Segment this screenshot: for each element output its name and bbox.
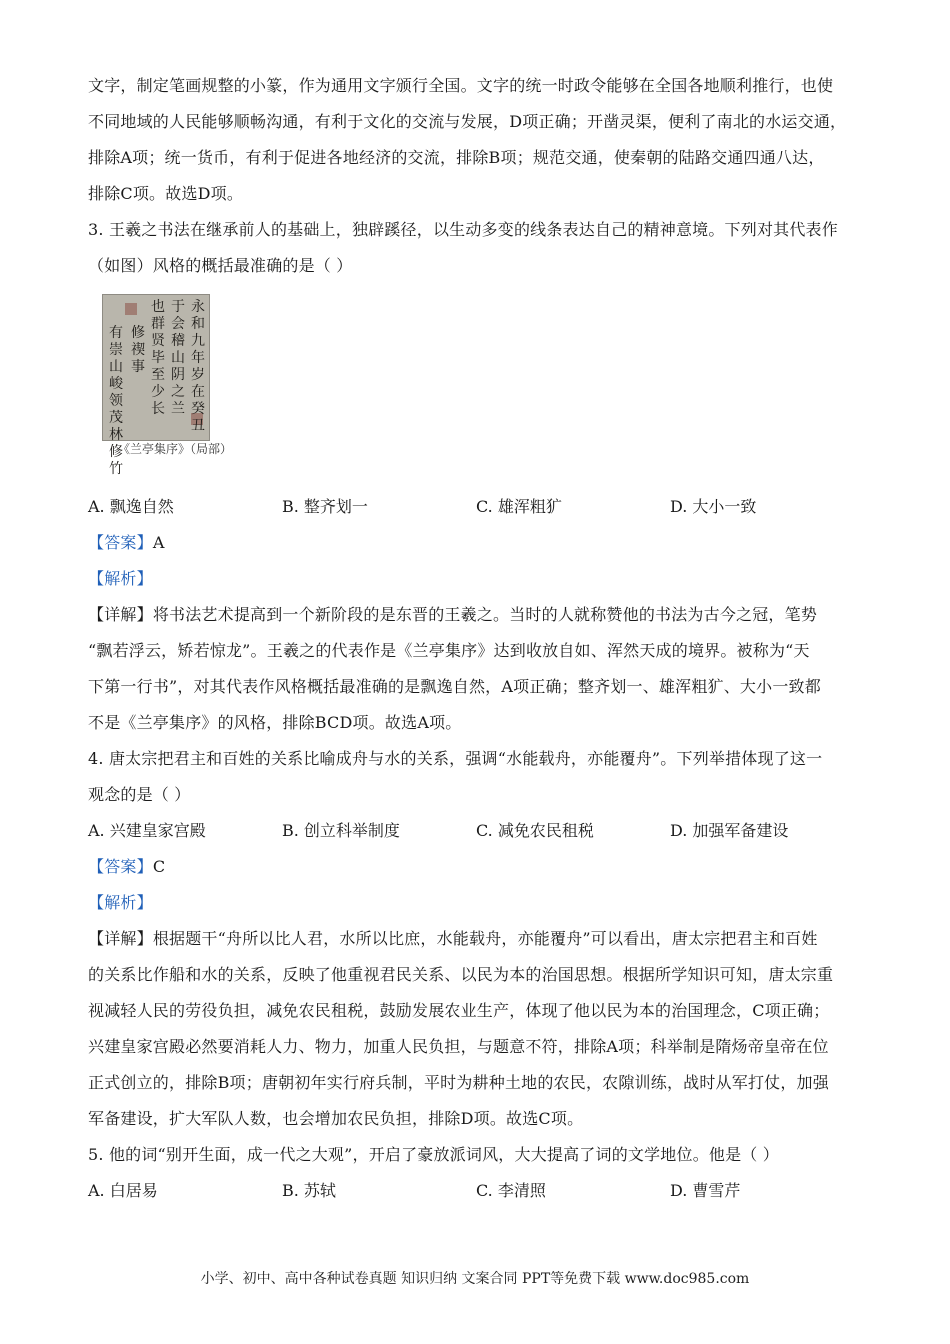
question-3 (88, 212, 868, 741)
analysis-tag: 【解析】 (88, 893, 153, 912)
calligraphy-column: 有崇山峻领茂林修竹 (109, 325, 123, 477)
question-5 (88, 1137, 868, 1209)
detail-line: “飘若浮云，矫若惊龙”。王羲之的代表作是《兰亭集序》达到收放自如、浑然天成的境界。被称为“天 (88, 641, 810, 660)
option-c: C. 减免农民租税 (476, 821, 594, 840)
document-page (88, 68, 868, 1209)
answer-value: C (152, 857, 166, 876)
detail-line: 兴建皇家宫殿必然要消耗人力、物力，加重人民负担，与题意不符，排除A项；科举制是隋炀帝皇帝在位 (88, 1037, 829, 1056)
detail-line (88, 597, 868, 633)
answer-tag: 【答案】 (88, 533, 153, 552)
detail-tag: 【详解】 (88, 929, 153, 948)
seal-stamp (125, 303, 137, 315)
option-b: B. 创立科举制度 (282, 821, 400, 840)
intro-paragraph (88, 68, 868, 212)
answer-line (88, 525, 868, 561)
calligraphy-figure (88, 290, 248, 475)
option-d: D. 加强军备建设 (670, 821, 789, 840)
analysis-line (88, 885, 868, 921)
calligraphy-column: 于会稽山阴之兰 (171, 299, 185, 417)
detail-line: 正式创立的，排除B项；唐朝初年实行府兵制，平时为耕种土地的农民，农隙训练，战时从军打仗，加强 (88, 1073, 829, 1092)
option-a: A. 飘逸自然 (88, 497, 174, 516)
detail-tag: 【详解】 (88, 605, 153, 624)
figure-caption: 《兰亭集序》（局部） (118, 442, 233, 456)
question-stem: （如图）风格的概括最准确的是（ ） (88, 256, 353, 275)
option-b: B. 整齐划一 (282, 497, 368, 516)
calligraphy-column: 修禊事 (131, 325, 145, 375)
question-stem: 观念的是（ ） (88, 785, 191, 804)
intro-line: 排除A项；统一货币，有利于促进各地经济的交流，排除B项；规范交通，使秦朝的陆路交通四通八达， (88, 148, 825, 167)
detail-line (88, 921, 868, 957)
option-c: C. 雄浑粗犷 (476, 497, 562, 516)
calligraphy-column: 永和九年岁在癸丑 (191, 299, 205, 434)
question-stem: 3. 王羲之书法在继承前人的基础上，独辟蹊径，以生动多变的线条表达自己的精神意境。下列对其代表作 (88, 220, 838, 239)
detail-line: 视减轻人民的劳役负担，减免农民租税，鼓励发展农业生产，体现了他以民为本的治国理念，C项正确； (88, 1001, 830, 1020)
detail-line: 的关系比作船和水的关系，反映了他重视君民关系、以民为本的治国思想。根据所学知识可知，唐太宗重 (88, 965, 834, 984)
page-footer: 小学、初中、高中各种试卷真题 知识归纳 文案合同 PPT等免费下载 www.doc985.com (200, 1271, 750, 1287)
analysis-line (88, 561, 868, 597)
detail-text: 根据题干“舟所以比人君，水所以比庶，水能载舟，亦能覆舟”可以看出，唐太宗把君主和百姓 (152, 929, 818, 948)
option-c: C. 李清照 (476, 1181, 546, 1200)
intro-line: 排除C项。故选D项。 (88, 184, 244, 203)
answer-tag: 【答案】 (88, 857, 153, 876)
option-a: A. 白居易 (88, 1181, 158, 1200)
answer-line (88, 849, 868, 885)
option-a: A. 兴建皇家宫殿 (88, 821, 206, 840)
option-b: B. 苏轼 (282, 1181, 336, 1200)
intro-line: 不同地域的人民能够顺畅沟通，有利于文化的交流与发展，D项正确；开凿灵渠，便利了南北的水运交通， (88, 112, 847, 131)
detail-line: 军备建设，扩大军队人数，也会增加农民负担，排除D项。故选C项。 (88, 1109, 584, 1128)
detail-line: 不是《兰亭集序》的风格，排除BCD项。故选A项。 (88, 713, 462, 732)
question-stem: 5. 他的词“别开生面，成一代之大观”，开启了豪放派词风，大大提高了词的文学地位。他是（ ） (88, 1145, 779, 1164)
answer-options (88, 1173, 868, 1209)
calligraphy-column: 也群贤毕至少长 (151, 299, 165, 417)
option-d: D. 大小一致 (670, 497, 757, 516)
answer-value: A (152, 533, 165, 552)
option-d: D. 曹雪芹 (670, 1181, 741, 1200)
question-stem: 4. 唐太宗把君主和百姓的关系比喻成舟与水的关系，强调“水能载舟，亦能覆舟”。下列举措体现了这一 (88, 749, 823, 768)
intro-line: 文字，制定笔画规整的小篆，作为通用文字颁行全国。文字的统一时政令能够在全国各地顺利推行，也使 (88, 76, 834, 95)
detail-text: 将书法艺术提高到一个新阶段的是东晋的王羲之。当时的人就称赞他的书法为古今之冠，笔势 (152, 605, 818, 624)
detail-line: 下第一行书”，对其代表作风格概括最准确的是飘逸自然，A项正确；整齐划一、雄浑粗犷、大小一致都 (88, 677, 821, 696)
answer-options (88, 813, 868, 849)
question-4 (88, 741, 868, 1137)
answer-options (88, 489, 868, 525)
analysis-tag: 【解析】 (88, 569, 153, 588)
